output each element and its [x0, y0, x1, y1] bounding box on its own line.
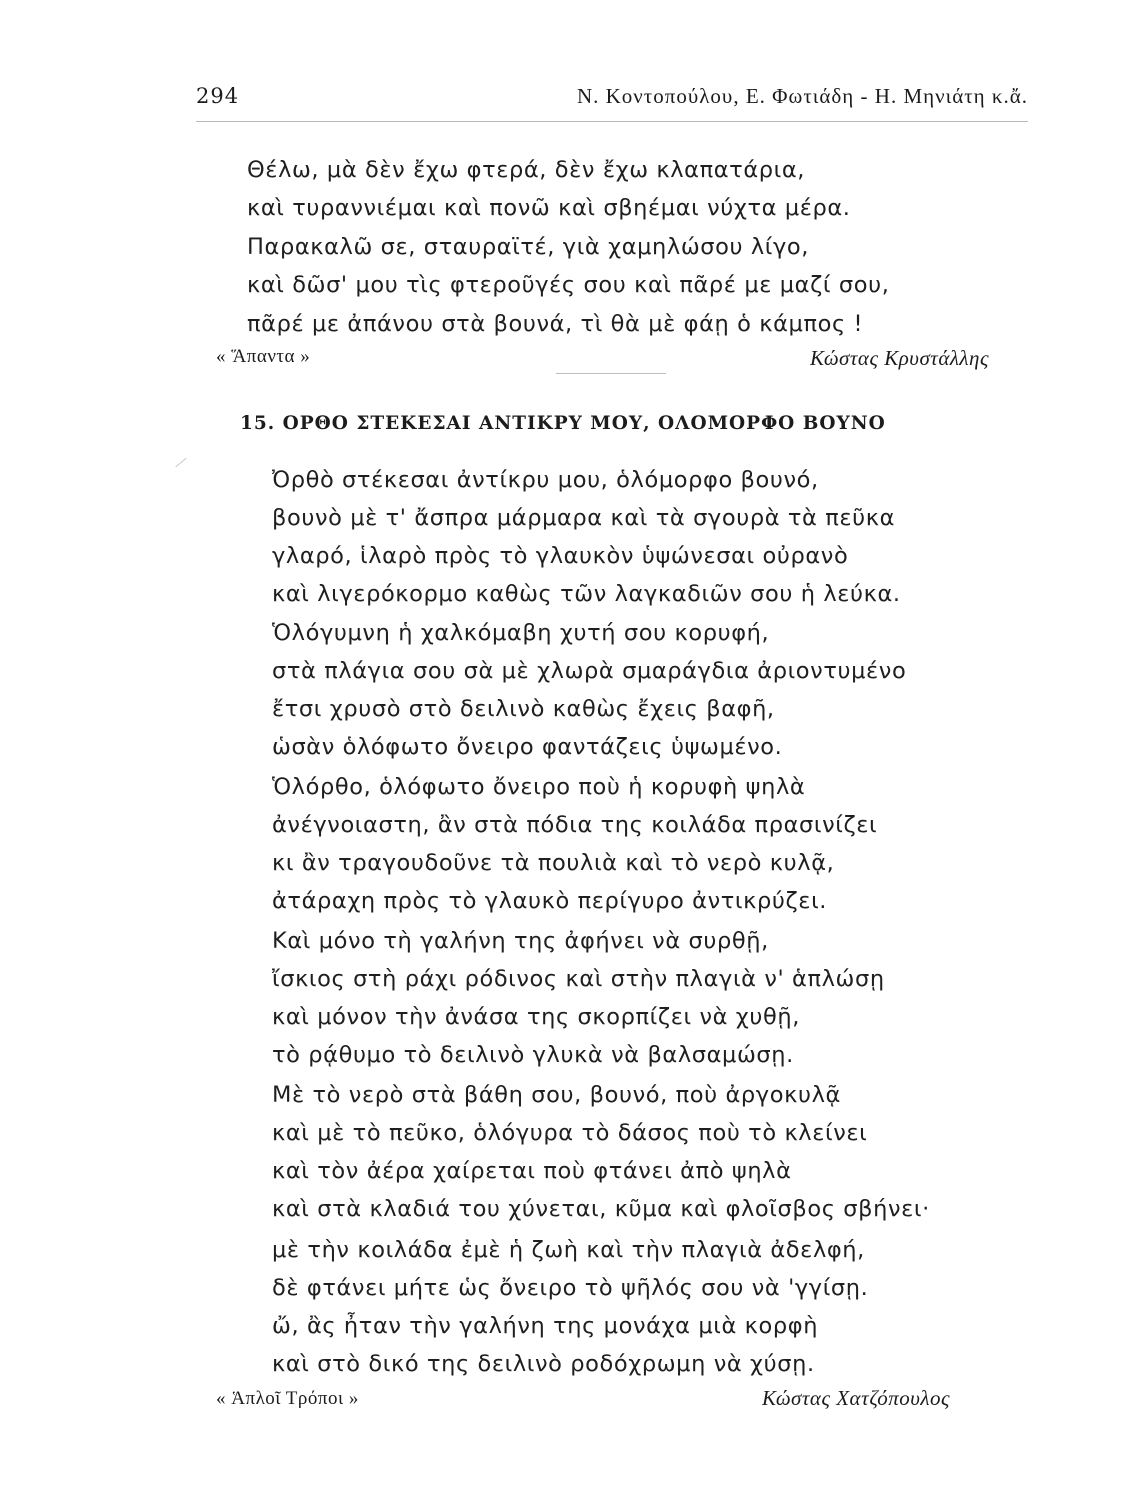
header-rule	[196, 121, 1028, 122]
poem-source: « Ἁπλοῖ Τρόποι »	[216, 1388, 359, 1409]
poem-line: μὲ τὴν κοιλάδα ἐμὲ ἡ ζωὴ καὶ τὴν πλαγιὰ ἀδελφή,	[272, 1237, 865, 1263]
poem-line: Θέλω, μὰ δὲν ἔχω φτερά, δὲν ἔχω κλαπατάρια,	[247, 157, 806, 183]
poem-line: πᾶρέ με ἀπάνου στὰ βουνά, τὶ θὰ μὲ φάῃ ὁ κάμπος !	[247, 311, 864, 337]
section-divider	[556, 373, 666, 374]
poem-line: στὰ πλάγια σου σὰ μὲ χλωρὰ σμαράγδια ἀριοντυμένο	[272, 658, 907, 684]
page-speck	[175, 458, 186, 468]
poem-heading: 15. ΟΡΘΟ ΣΤΕΚΕΣΑΙ ΑΝΤΙΚΡΥ ΜΟΥ, ΟΛΟΜΟΡΦΟ ΒΟΥΝΟ	[240, 413, 886, 434]
poem-line: Μὲ τὸ νερὸ στὰ βάθη σου, βουνό, ποὺ ἀργοκυλᾷ	[272, 1082, 841, 1108]
poem-line: δὲ φτάνει μήτε ὡς ὄνειρο τὸ ψῆλός σου νὰ 'γγίσῃ.	[272, 1275, 869, 1301]
page-header	[196, 84, 1028, 118]
poem-line: ἀνέγνοιαστη, ἂν στὰ πόδια της κοιλάδα πρασινίζει	[272, 812, 878, 838]
poem-author: Κώστας Χατζόπουλος	[762, 1386, 951, 1410]
poem-line: ὡσὰν ὁλόφωτο ὄνειρο φαντάζεις ὑψωμένο.	[272, 734, 783, 760]
poem-line: τὸ ρᾴθυμο τὸ δειλινὸ γλυκὰ νὰ βαλσαμώσῃ.	[272, 1042, 794, 1068]
poem-line: Ὁλόγυμνη ἡ χαλκόμαβη χυτή σου κορυφή,	[272, 620, 770, 646]
poem-line: καὶ δῶσ' μου τὶς φτεροῦγές σου καὶ πᾶρέ με μαζί σου,	[247, 272, 890, 298]
poem-line: ἀτάραχη πρὸς τὸ γλαυκὸ περίγυρο ἀντικρύζει.	[272, 888, 828, 914]
poem-line: καὶ τὸν ἀέρα χαίρεται ποὺ φτάνει ἀπὸ ψηλὰ	[272, 1158, 792, 1184]
running-title: Ν. Κοντοπούλου, Ε. Φωτιάδη - Η. Μηνιάτη κ.ἄ.	[576, 84, 1028, 108]
poem-line: καὶ στὰ κλαδιά του χύνεται, κῦμα καὶ φλοῖσβος σβήνει·	[272, 1196, 930, 1222]
poem-line: βουνὸ μὲ τ' ἄσπρα μάρμαρα καὶ τὰ σγουρὰ τὰ πεῦκα	[272, 505, 896, 531]
poem-line: Ὀρθὸ στέκεσαι ἀντίκρυ μου, ὁλόμορφο βουνό,	[272, 467, 819, 493]
poem-source: « Ἅπαντα »	[216, 346, 311, 367]
poem-line: Παρακαλῶ σε, σταυραϊτέ, γιὰ χαμηλώσου λίγο,	[247, 234, 810, 260]
poem-line: κι ἂν τραγουδοῦνε τὰ πουλιὰ καὶ τὸ νερὸ κυλᾷ,	[272, 850, 835, 876]
page-number: 294	[196, 84, 240, 108]
poem-line: γλαρό, ἱλαρὸ πρὸς τὸ γλαυκὸν ὑψώνεσαι οὐρανὸ	[272, 543, 849, 569]
poem-line: ἴσκιος στὴ ράχι ρόδινος καὶ στὴν πλαγιὰ ν' ἁπλώσῃ	[272, 966, 885, 992]
poem-line: Καὶ μόνο τὴ γαλήνη της ἀφήνει νὰ συρθῇ,	[272, 928, 769, 954]
poem-line: ὤ, ἂς ἦταν τὴν γαλήνη της μονάχα μιὰ κορφὴ	[272, 1313, 819, 1339]
poem-line: καὶ μόνον τὴν ἀνάσα της σκορπίζει νὰ χυθῇ,	[272, 1004, 800, 1030]
poem-line: Ὁλόρθο, ὁλόφωτο ὄνειρο ποὺ ἡ κορυφὴ ψηλὰ	[272, 774, 806, 800]
poem-line: ἔτσι χρυσὸ στὸ δειλινὸ καθὼς ἔχεις βαφῆ,	[272, 696, 775, 722]
poem-line: καὶ τυραννιέμαι καὶ πονῶ καὶ σβηέμαι νύχτα μέρα.	[247, 195, 851, 221]
poem-line: καὶ στὸ δικό της δειλινὸ ροδόχρωμη νὰ χύσῃ.	[272, 1351, 815, 1377]
poem-line: καὶ λιγερόκορμο καθὼς τῶν λαγκαδιῶν σου ἡ λεύκα.	[272, 581, 901, 607]
poem-line: καὶ μὲ τὸ πεῦκο, ὁλόγυρα τὸ δάσος ποὺ τὸ κλείνει	[272, 1120, 868, 1146]
poem-author: Κώστας Κρυστάλλης	[810, 346, 989, 370]
